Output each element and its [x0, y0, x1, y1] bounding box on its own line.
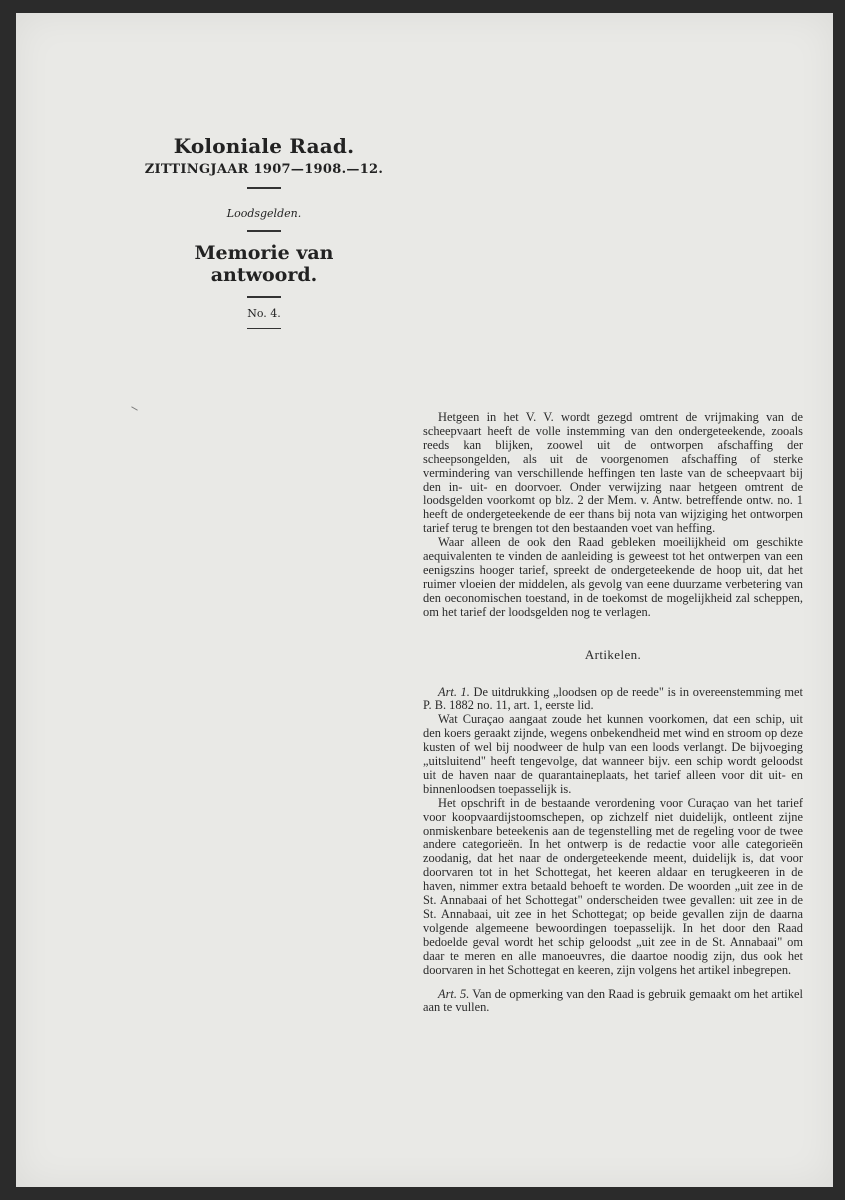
article-5	[423, 988, 803, 1016]
pen-mark	[131, 406, 138, 410]
document-header	[144, 134, 384, 329]
article-text: De uitdrukking „loodsen op de reede" is in overeenstemming met P. B. 1882 no. 11, art. 1, eerste lid.	[423, 684, 803, 713]
subject-line: Loodsgelden.	[226, 207, 302, 220]
paragraph: Het opschrift in de bestaande verordening voor Curaçao van het tarief voor koopvaardijstoomschepen, op zichzelf niet duidelijk, ontleent zijne onmiskenbare beteekenis aan de tegenstelling met de regeling voor de twee andere categorieën. In het ontwerp is de redactie voor alle categorieën zoodanig, dat het naar de ondergeteekende meent, duidelijk is, dat voor doorvaren tot in het Schottegat, het keeren aldaar en terugkeeren in de haven, nimmer extra betaald behoeft te worden. De woorden „uit zee in de St. Annabaai of het Schottegat" onderscheiden twee gevallen: uit zee in de St. Annabaai, uit zee in het Schottegat; op beide gevallen zijn de daarna volgende algemeene bewoordingen toepasselijk. In het door den Raad bedoelde geval wordt het schip geloodst „uit zee in de St. Annabaai" om daar te meren en alle manoeuvres, die daartoe noodig zijn, dus ook het doorvaren in het Schottegat en keeren, zijn volgens het artikel inbegrepen.	[423, 795, 803, 977]
divider	[247, 187, 281, 189]
paragraph: Waar alleen de ook den Raad gebleken moeilijkheid om geschikte aequivalenten te vinden de aanleiding is geweest tot het ontwerpen van een eenigszins hooger tarief, spreekt de ondergeteekende de hoop uit, dat het ruimer vloeien der middelen, als gevolg van eene duurzame verbetering van den oeconomischen toestand, in de toekomst de mogelijkheid zal scheppen, om het tarief der loodsgelden nog te verlagen.	[423, 535, 803, 619]
article-label: Art. 5.	[438, 986, 470, 1001]
article-1	[423, 686, 803, 714]
council-title: Koloniale Raad.	[173, 134, 355, 158]
memo-body	[423, 411, 803, 1015]
divider	[247, 296, 281, 298]
paragraph: Hetgeen in het V. V. wordt gezegd omtrent de vrijmaking van de scheepvaart heeft de volle instemming van den ondergeteekende, zooals reeds kan blijken, zoowel uit de ontworpen afschaffing der scheepsongelden, als uit de voorgenomen afschaffing of sterke vermindering van verschillende heffingen ten laste van de scheepvaart bij den in- uit- en doorvoer. Onder verwijzing naar hetgeen omtrent de loodsgelden voorkomt op blz. 2 der Mem. v. Antw. betreffende ontw. no. 1 heeft de ondergeteekende de eer thans bij nota van wijziging het ontworpen tarief terug te brengen tot den bestaanden voet van heffing.	[423, 410, 803, 536]
article-label: Art. 1.	[438, 684, 470, 699]
session-year: ZITTINGJAAR 1907—1908.—12.	[144, 162, 384, 177]
paragraph: Wat Curaçao aangaat zoude het kunnen voorkomen, dat een schip, uit den koers geraakt zijnde, wegens onbekendheid met wind en stroom op deze kusten of wel bij noodweer de hulp van een loods verlangt. De bijvoeging „uitsluitend" heeft tengevolge, dat wanneer bijv. een schip wordt geloodst uit de haven naar de quarantaineplaats, het tarief alleen voor dit uit- en binnenloodsen toepasselijk is.	[423, 712, 803, 796]
document-page	[16, 13, 833, 1187]
divider	[247, 230, 281, 232]
section-heading: Artikelen.	[584, 646, 642, 662]
document-number: No. 4.	[247, 307, 281, 320]
document-type: Memorie van antwoord.	[194, 242, 334, 286]
article-text: Van de opmerking van den Raad is gebruik gemaakt om het artikel aan te vullen.	[423, 986, 804, 1015]
divider	[247, 328, 281, 329]
